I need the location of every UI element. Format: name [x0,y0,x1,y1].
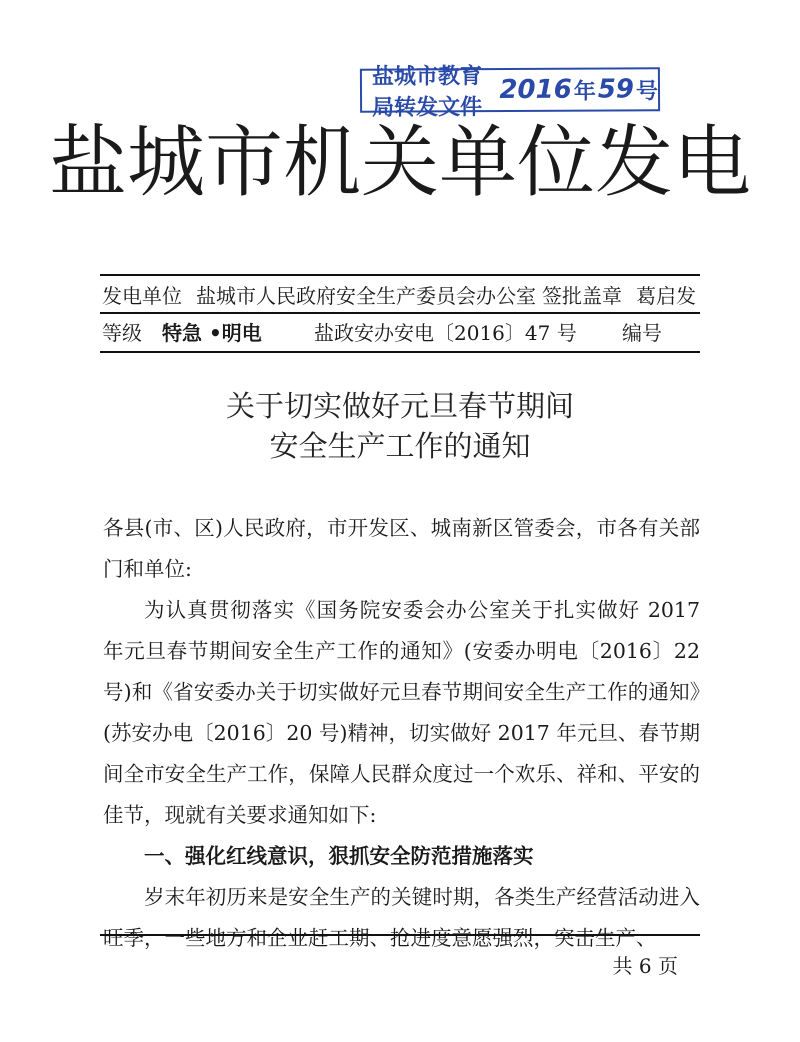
top-rule [100,274,700,276]
serial-label: 编号 [622,321,662,345]
salutation: 各县(市、区)人民政府，市开发区、城南新区管委会，市各有关部门和单位: [103,516,700,581]
sender-label: 发电单位 [102,284,182,308]
notice-title-line2: 安全生产工作的通知 [269,429,531,463]
level-value: 特急 •明电 [162,321,262,345]
stamp-suffix: 号 [635,78,659,104]
stamp-number: 59 [597,74,635,105]
sender-value: 盐城市人民政府安全生产委员会办公室 [196,284,536,308]
paragraph-2: 岁末年初历来是安全生产的关键时期，各类生产经营活动进入旺季，一些地方和企业赶工期、抢进度意愿强烈，突击生产、 [103,885,700,950]
section-heading-1: 一、强化红线意识，狠抓安全防范措施落实 [144,844,534,868]
page-count: 共 6 页 [612,954,678,978]
paragraph-1: 为认真贯彻落实《国务院安委会办公室关于扎实做好 2017 年元旦春节期间安全生产工作的通知》(安委办明电〔2016〕22 号)和《省安委办关于切实做好元旦春节期间安全生产工作的通知》(苏安办电〔2016〕20 号)精神，切实做好 2017 年元旦、春节期间全市安全生产工作，保障人民群众度过一个欢乐、祥和、平安的佳节，现就有关要求通知如下: [103,598,700,827]
signer-value: 葛启发 [636,284,696,308]
footer-rule [100,934,700,936]
stamp-mid: 年 [573,79,596,105]
notice-title-line1: 关于切实做好元旦春节期间 [225,389,574,423]
level-label: 等级 [102,321,142,345]
bottom-rule [100,351,700,353]
sign-label: 签批盖章 [542,284,622,308]
document-number: 盐政安办安电〔2016〕47 号 [314,321,577,345]
stamp-year: 2016 [499,74,572,106]
forwarding-stamp [360,64,660,121]
middle-rule [100,312,700,314]
stamp-prefix: 盐城市教育局转发文件 [371,64,483,121]
masthead-title: 盐城市机关单位发电 [48,118,751,208]
notice-body [103,508,700,959]
